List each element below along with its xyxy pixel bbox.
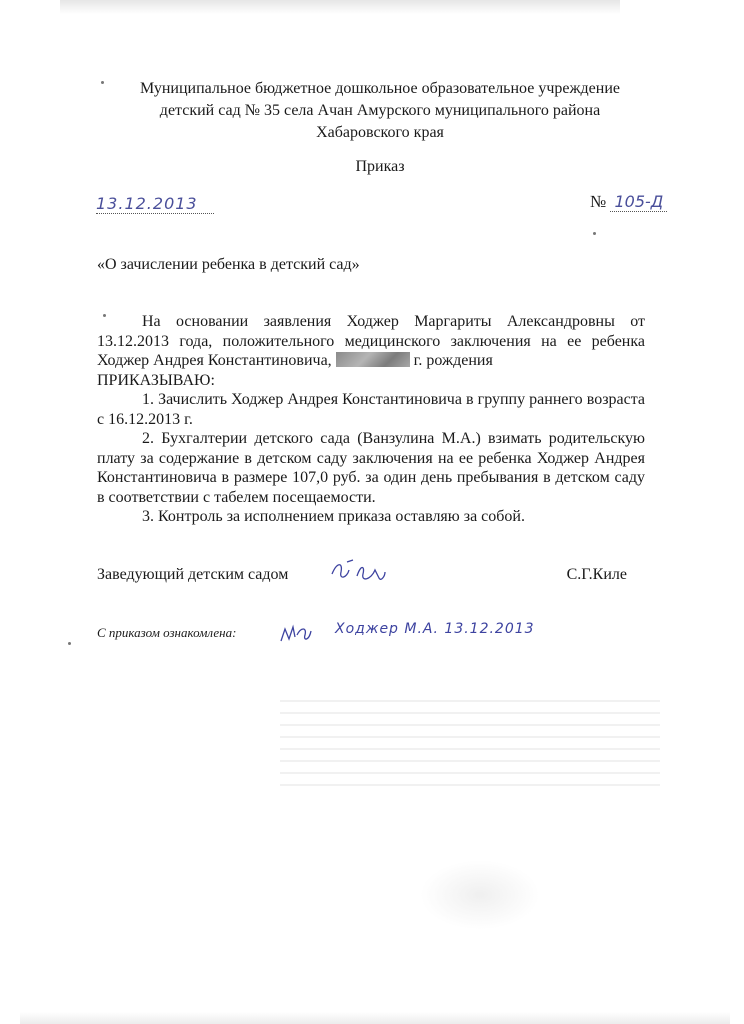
header-line-1: Муниципальное бюджетное дошкольное образовательное учреждение — [140, 80, 620, 97]
handwritten-date: 13.12.2013 — [96, 194, 214, 214]
reverse-side-bleed-2 — [420, 860, 540, 930]
director-signature — [327, 556, 387, 586]
redacted-birth-date — [336, 352, 410, 367]
acknowledgement-handwriting: Ходжер М.А. 13.12.2013 — [335, 621, 535, 637]
scan-speck — [68, 642, 71, 645]
scan-speck — [593, 232, 596, 235]
signer-position: Заведующий детским садом — [97, 566, 289, 583]
order-body — [97, 312, 645, 527]
order-item-2: 2. Бухгалтерии детского сада (Ванзулина М.А.) взимать родительскую плату за содержание в детском саду заключения на ее ребенка Ходжер Андрея Константиновича в размере 107,0 руб. за один день пребывания в детском саду в соответствии с табелем посещаемости. — [97, 430, 645, 506]
header-line-3: Хабаровского края — [316, 124, 444, 141]
handwritten-number: 105-Д — [610, 192, 667, 212]
scan-shadow — [60, 0, 620, 14]
intro-text: На основании заявления Ходжер Маргариты Александровны от 13.12.2013 года, положительного медицинского заключения на ее ребенка Ходжер Андрея Константиновича, — [97, 313, 645, 369]
number-prefix: № — [590, 192, 607, 211]
organization-header — [80, 78, 680, 144]
order-number — [590, 192, 667, 212]
acknowledgement-label: С приказом ознакомлена: — [97, 625, 237, 640]
scan-bottom-edge — [20, 1012, 730, 1024]
document-title: Приказ — [355, 158, 405, 175]
order-item-1: 1. Зачислить Ходжер Андрея Константиновича в группу раннего возраста с 16.12.2013 г. — [97, 391, 645, 428]
intro-paragraph — [97, 312, 645, 371]
header-line-2: детский сад № 35 села Ачан Амурского муниципального района — [159, 102, 601, 119]
parent-signature — [277, 619, 313, 649]
reverse-side-bleed — [280, 690, 660, 790]
order-word: ПРИКАЗЫВАЮ: — [97, 371, 215, 389]
order-subject: «О зачислении ребенка в детский сад» — [97, 256, 360, 273]
scan-speck — [101, 81, 104, 84]
scan-speck — [103, 314, 106, 317]
acknowledgement-block — [97, 621, 657, 651]
order-item-3: 3. Контроль за исполнением приказа оставляю за собой. — [142, 508, 525, 525]
intro-text-end: г. рождения — [413, 352, 493, 369]
signer-name: С.Г.Киле — [566, 566, 627, 583]
